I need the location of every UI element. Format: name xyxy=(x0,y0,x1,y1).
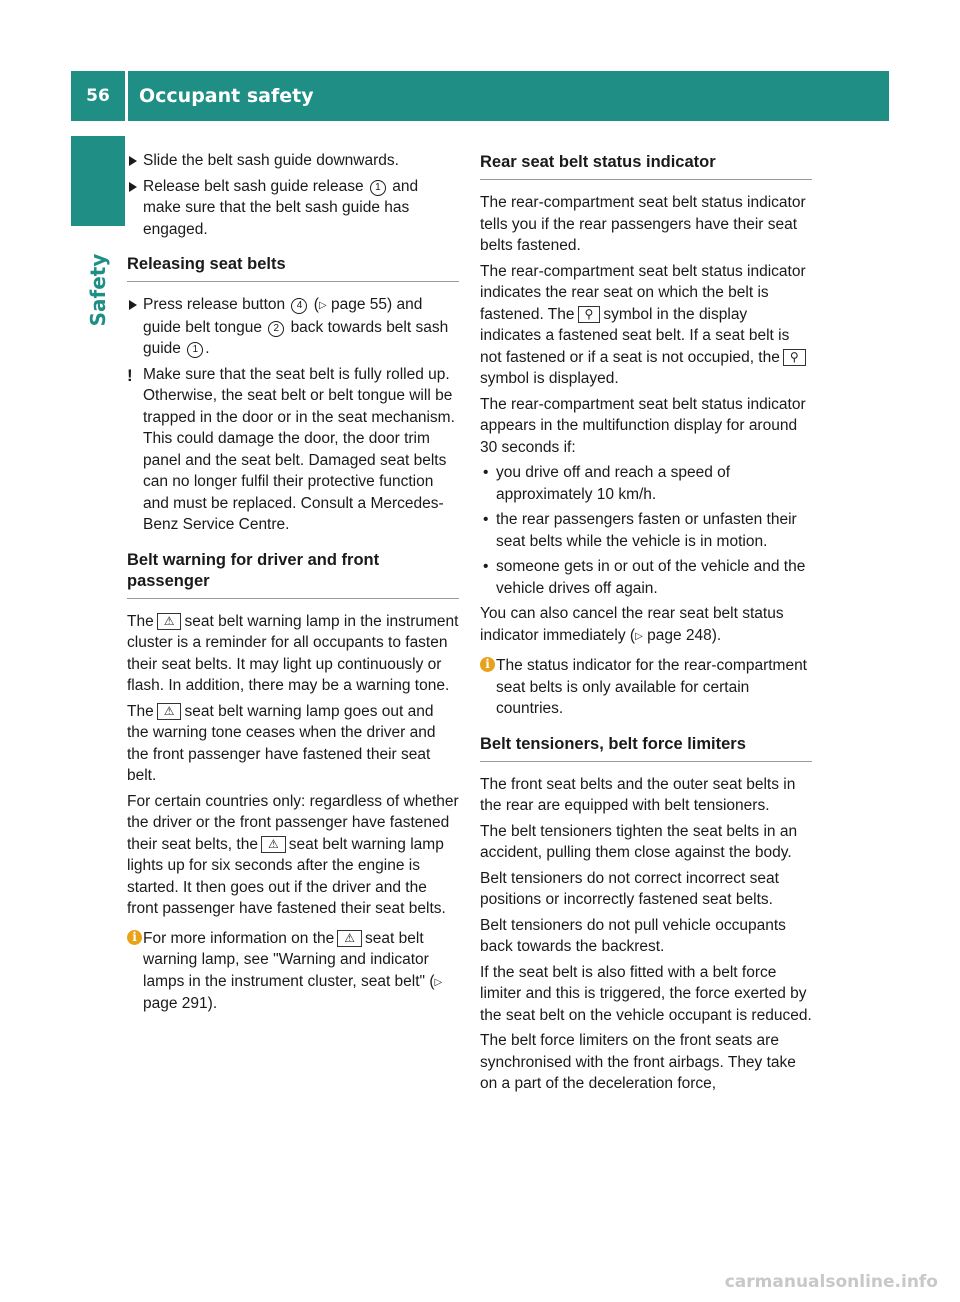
paragraph: The ⚠ seat belt warning lamp in the instrument cluster is a reminder for all occupants to fasten their seat belts. It may light up continuously or flash. In addition, there may be a warning tone. xyxy=(127,612,459,694)
heading-belt-warning: Belt warning for driver and front passenger xyxy=(127,550,459,599)
footer-watermark: carmanualsonline.info xyxy=(724,1272,938,1292)
callout-number: 4 xyxy=(291,298,307,314)
seatbelt-warning-icon: ⚠ xyxy=(157,703,182,720)
page-ref-link[interactable]: page 291 xyxy=(143,995,208,1012)
page-ref-arrow-icon: ▷ xyxy=(434,976,443,988)
page-number: 56 xyxy=(86,86,110,106)
paragraph: For certain countries only: regardless of whether the driver or the front passenger have fastened their seat belts, the ⚠ seat belt warning lamp lights up for six seconds after the engine is started. It then goes out if the driver and the front passenger have fastened their seat belts. xyxy=(127,792,459,917)
seatbelt-warning-icon: ⚠ xyxy=(261,836,286,853)
paragraph: The rear-compartment seat belt status indicator appears in the multifunction display for around 30 seconds if: xyxy=(480,395,806,456)
callout-number: 2 xyxy=(268,321,284,337)
heading-releasing: Releasing seat belts xyxy=(127,254,459,282)
paragraph: Belt tensioners do not correct incorrect seat positions or incorrectly fastened seat belts. xyxy=(480,869,779,908)
list-item: • someone gets in or out of the vehicle and the vehicle drives off again. xyxy=(480,556,812,599)
left-column xyxy=(127,150,459,1023)
heading-tensioners: Belt tensioners, belt force limiters xyxy=(480,734,812,762)
side-tab xyxy=(71,136,125,226)
page-ref-link[interactable]: page 248 xyxy=(647,626,712,644)
seatbelt-warning-icon: ⚠ xyxy=(337,930,362,947)
callout-number: 1 xyxy=(370,180,386,196)
paragraph: If the seat belt is also fitted with a belt force limiter and this is triggered, the force exerted by the seat belt on the vehicle occupant is reduced. xyxy=(480,963,812,1024)
info-icon: i xyxy=(480,657,495,672)
list-item: • you drive off and reach a speed of approximately 10 km/h. xyxy=(480,462,812,505)
seatbelt-warning-icon: ⚠ xyxy=(157,613,182,630)
step-release-guide: Release belt sash guide release 1 and make sure that the belt sash guide has engaged. xyxy=(127,176,459,241)
paragraph: The front seat belts and the outer seat belts in the rear are equipped with belt tensioners. xyxy=(480,775,796,814)
paragraph: You can also cancel the rear seat belt status indicator immediately (▷ page 248). xyxy=(480,605,784,644)
step-press-release: Press release button 4 (▷ page 55) and guide belt tongue 2 back towards belt sash guide 1 . xyxy=(127,294,459,360)
info-icon: i xyxy=(127,930,142,945)
paragraph: The belt tensioners tighten the seat belts in an accident, pulling them close against the body. xyxy=(480,822,798,861)
page-ref-link[interactable]: page 55 xyxy=(330,296,387,313)
paragraph: Belt tensioners do not pull vehicle occupants back towards the backrest. xyxy=(480,916,786,955)
heading-rear-status: Rear seat belt status indicator xyxy=(480,152,812,180)
callout-number: 1 xyxy=(187,342,203,358)
right-column xyxy=(480,150,812,1099)
chapter-title: Occupant safety xyxy=(139,85,314,107)
paragraph: The rear-compartment seat belt status indicator tells you if the rear passengers have their seat belts fastened. xyxy=(480,194,806,254)
page-ref-arrow-icon: ▷ xyxy=(635,630,643,642)
header-divider xyxy=(125,71,128,121)
list-item: • the rear passengers fasten or unfasten their seat belts while the vehicle is in motion. xyxy=(480,509,812,552)
info-note: i The status indicator for the rear-compartment seat belts is only available for certain countries. xyxy=(480,655,812,720)
page-ref-arrow-icon: ▷ xyxy=(318,300,327,311)
paragraph: The belt force limiters on the front seats are synchronised with the front airbags. They take on a part of the deceleration force, xyxy=(480,1032,796,1092)
info-note: i For more information on the ⚠ seat belt warning lamp, see "Warning and indicator lamps in the instrument cluster, seat belt" (▷ page 291). xyxy=(127,928,459,1015)
paragraph: The rear-compartment seat belt status indicator indicates the rear seat on which the belt is fastened. The ⚲ symbol in the display indicates a fastened seat belt. If a seat belt is not fastened or if a seat is not occupied, the ⚲symbol is displayed. xyxy=(480,262,806,387)
step-slide-guide: Slide the belt sash guide downwards. xyxy=(127,150,459,172)
side-tab-label: Safety xyxy=(86,253,110,327)
warning-note: ! Make sure that the seat belt is fully rolled up. Otherwise, the seat belt or belt tongue will be trapped in the door or in the seat mechanism. This could damage the door, the door trim panel and the seat belt. Damaged seat belts can no longer fulfil their protective function and must be replaced. Consult a Mercedes-Benz Service Centre. xyxy=(127,365,455,533)
seatbelt-fastened-icon: ⚲ xyxy=(578,306,601,323)
warning-icon: ! xyxy=(127,365,133,385)
seatbelt-unfastened-icon: ⚲ xyxy=(783,349,806,366)
paragraph: The ⚠ seat belt warning lamp goes out and the warning tone ceases when the driver and the front passenger have fastened their seat belt. xyxy=(127,702,436,784)
